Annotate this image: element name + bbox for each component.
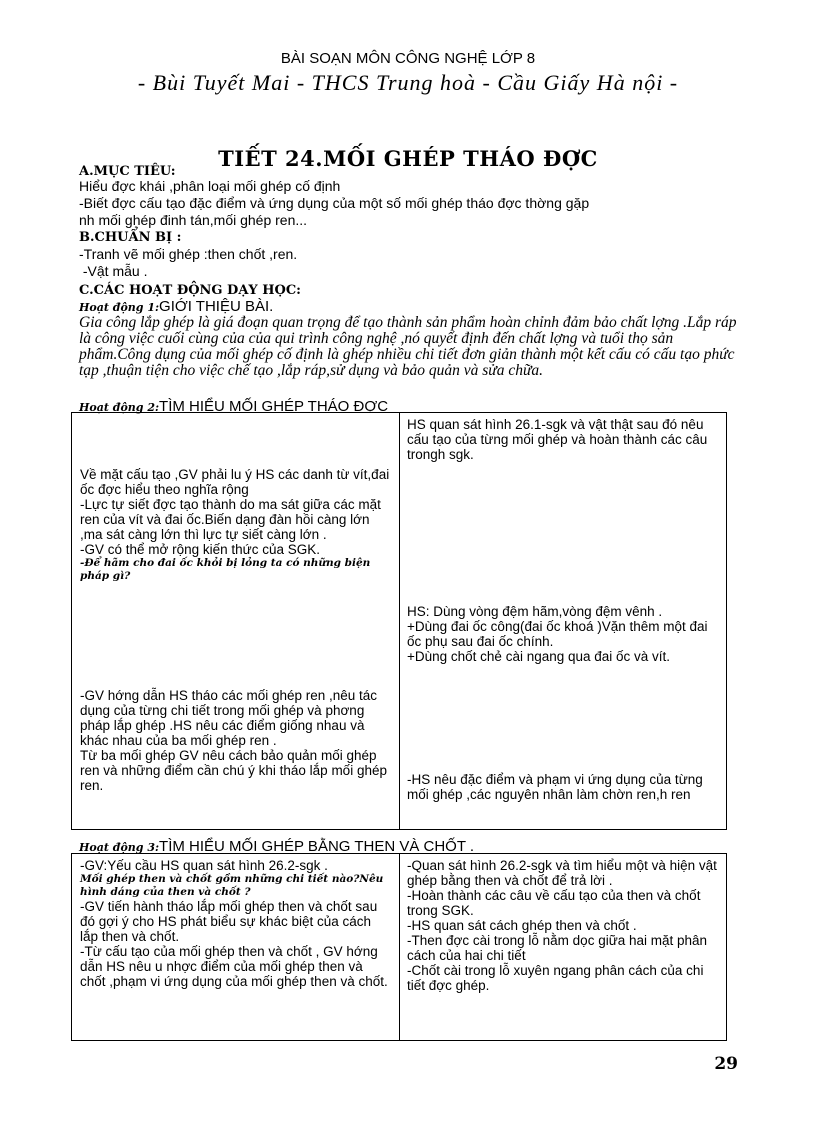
activity-2-left-p6: Từ ba mối ghép GV nêu cách bảo quản mối ghép ren và những điểm cần chú ý khi tháo lắp mối ghép ren. [80, 748, 387, 793]
table-column-divider [399, 413, 400, 829]
activity-3-right-p2: -Hoàn thành các câu về cấu tạo của then và chốt trong SGK. [407, 888, 701, 918]
section-a-line-1: Hiểu đợc khái ,phân loại mối ghép cố định [79, 178, 341, 194]
activity-2-student-col-mid [407, 604, 722, 664]
activity-3-table [71, 853, 727, 1041]
doc-header-title: BÀI SOẠN MÔN CÔNG NGHỆ LỚP 8 [280, 50, 536, 67]
activity-3-right-p4: -Then đợc cài trong lỗ nằm dọc giữa hai mặt phân cách của hai chi tiết [407, 933, 708, 963]
activity-3-title: TÌM HIỂU MỐI GHÉP BẰNG THEN VÀ CHỐT . [159, 838, 475, 855]
section-b-heading: B.CHUẨN BỊ : [79, 230, 182, 245]
section-a-line-2: -Biết đợc cấu tạo đặc điểm và ứng dụng của một số mối ghép tháo đợc thờng gặp [79, 195, 590, 211]
activity-2-right-p2: HS: Dùng vòng đệm hãm,vòng đệm vênh . [407, 604, 663, 619]
section-a-line-3: nh mối ghép đinh tán,mối ghép ren... [79, 212, 308, 228]
activity-1-text: Gia công lắp ghép là giá đoạn quan trọng để tạo thành sản phẩm hoàn chỉnh đảm bảo chất lợng .Lắp ráp là công việc cuối cùng của của qui trình công nghệ ,nó quyết định đến chất lợng và tuổi thọ sản phẩm.Công dụng của mối ghép cố định là ghép nhiều chi tiết đơn giản thành một kết cấu có cấu tạo phức tạp ,thuận tiện cho việc chế tạo ,lắp ráp,sử dụng và bảo quản và sửa chữa. [79, 314, 737, 379]
lesson-title: TIẾT 24.MỐI GHÉP THÁO ĐỢC [218, 146, 598, 171]
activity-2-table [71, 412, 727, 830]
doc-header-author: - Bùi Tuyết Mai - THCS Trung hoà - Cầu Giấy Hà nội - [137, 70, 679, 95]
activity-3-right-p5: -Chốt cài trong lỗ xuyên ngang phân cách của chi tiết đợc ghép. [407, 963, 704, 993]
section-b-line-2: -Vật mẫu . [79, 263, 148, 279]
activity-2-left-p3: -GV có thể mở rộng kiến thức của SGK. [80, 542, 320, 557]
activity-3-student-col [407, 858, 722, 993]
activity-3-right-p1: -Quan sát hình 26.2-sgk và tìm hiểu một và hiện vật ghép bằng then và chốt để trả lời . [407, 858, 717, 888]
activity-2-teacher-col-top [80, 467, 390, 583]
activity-2-left-p5: -GV hớng dẫn HS tháo các mối ghép ren ,nêu tác dụng của từng chi tiết trong mối ghép và phơng pháp lắp ghép .HS nêu các điểm giống nhau và khác nhau của ba mối ghép ren . [80, 688, 378, 748]
activity-2-left-p2: -Lực tự siết đợc tạo thành do ma sát giữa các mặt ren của vít và đai ốc.Biến dạng đàn hồi càng lớn ,ma sát càng lớn thì lực tự siết càng lớn . [80, 497, 381, 542]
activity-2-student-col-top [407, 417, 722, 462]
activity-2-right-p3: +Dùng đai ốc công(đai ốc khoá )Vặn thêm một đai ốc phụ sau đai ốc chính. [407, 619, 708, 649]
section-c-heading: C.CÁC HOẠT ĐỘNG DẠY HỌC: [79, 283, 301, 298]
section-a-heading: A.MỤC TIÊU: [79, 164, 176, 179]
activity-3-right-p3: -HS quan sát cách ghép then và chốt . [407, 918, 637, 933]
activity-3-teacher-col [80, 858, 390, 989]
activity-3-left-question: Mối ghép then và chốt gồm những chi tiết nào?Nêu hình dáng của then và chốt ? [80, 873, 384, 898]
activity-3-left-p4: -Từ cấu tạo của mối ghép then và chốt , GV hớng dẫn HS nêu u nhợc điểm của mối ghép then và chốt ,phạm vi ứng dụng của mối ghép then và chốt. [80, 944, 388, 989]
activity-1-title: GIỚI THIỆU BÀI. [159, 298, 274, 315]
activity-2-student-col-bottom [407, 772, 722, 802]
activity-2-right-p1: HS quan sát hình 26.1-sgk và vật thật sau đó nêu cấu tạo của từng mối ghép và hoàn thành các câu trongh sgk. [407, 417, 708, 462]
page-number: 29 [714, 1054, 738, 1074]
activity-2-left-question: -Để hãm cho đai ốc khỏi bị lỏng ta có những biện pháp gì? [80, 557, 371, 582]
activity-2-right-p4: +Dùng chốt chẻ cài ngang qua đai ốc và vít. [407, 649, 671, 664]
activity-2-right-p5: -HS nêu đặc điểm và phạm vi ứng dụng của từng mối ghép ,các nguyên nhân làm chờn ren,h ren [407, 772, 703, 802]
activity-2-left-p1: Về mặt cấu tạo ,GV phải lu ý HS các danh từ vít,đai ốc đợc hiểu theo nghĩa rộng [80, 467, 390, 497]
activity-2-label: Hoạt động 2: [79, 401, 160, 414]
activity-3-left-p3: -GV tiến hành tháo lắp mối ghép then và chốt sau đó gợi ý cho HS phát biểu sự khác biệt của cách lắp then và chốt. [80, 899, 378, 944]
activity-3-left-p1: -GV:Yếu cầu HS quan sát hình 26.2-sgk . [80, 858, 328, 873]
table-column-divider [399, 854, 400, 1040]
activity-1-label: Hoạt động 1: [79, 301, 160, 314]
activity-3-label: Hoạt động 3: [79, 841, 160, 854]
section-b-line-1: -Tranh vẽ mối ghép :then chốt ,ren. [79, 246, 298, 262]
activity-2-teacher-col-bottom [80, 688, 390, 793]
activity-2-title: TÌM HIỂU MỐI GHÉP THÁO ĐỢC [159, 398, 389, 415]
